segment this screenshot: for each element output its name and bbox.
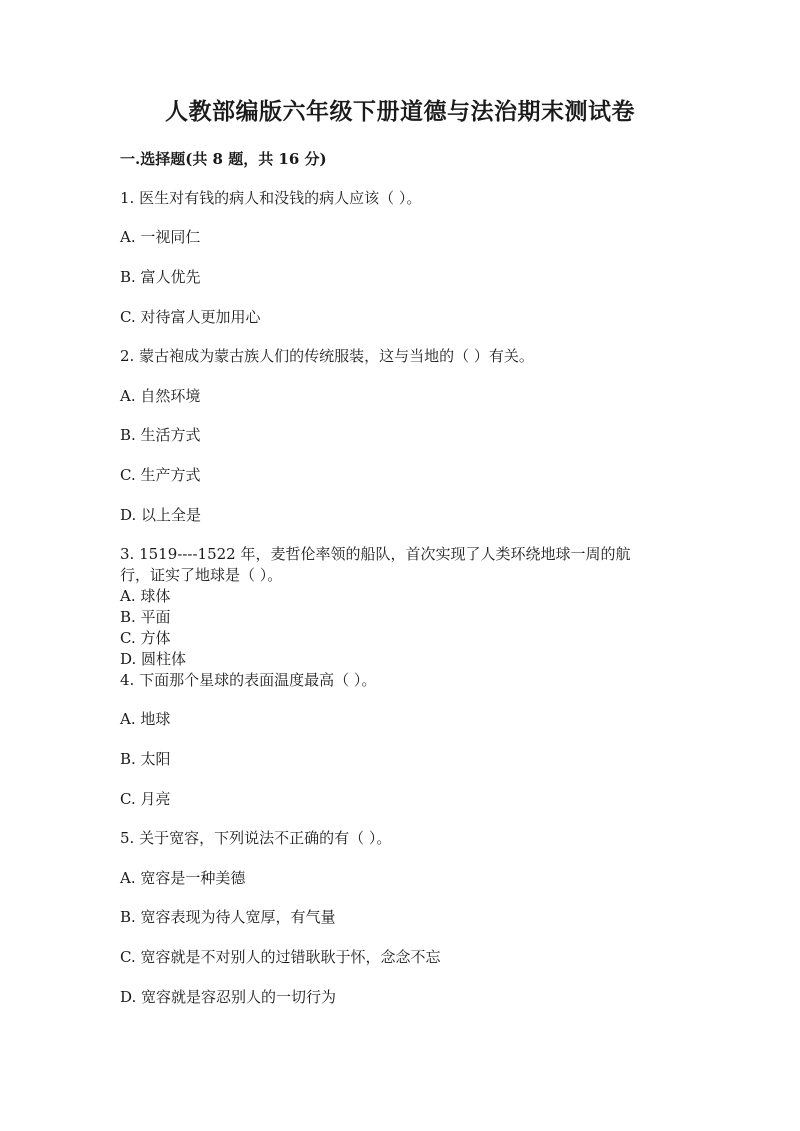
question-2-option-c: C. 生产方式 [120,466,201,484]
question-3-option-b: B. 平面 [120,608,171,626]
question-3-option-a: A. 球体 [120,587,171,605]
question-2-option-b: B. 生活方式 [120,426,201,444]
question-2-option-d: D. 以上全是 [120,506,202,524]
question-1-option-b: B. 富人优先 [120,268,201,286]
question-1-stem: 1. 医生对有钱的病人和没钱的病人应该（ ）。 [120,189,422,207]
question-4-option-a: A. 地球 [120,710,171,728]
question-5-option-d: D. 宽容就是容忍别人的一切行为 [120,988,337,1006]
question-2-option-a: A. 自然环境 [120,387,201,405]
question-5-option-c: C. 宽容就是不对别人的过错耿耿于怀，念念不忘 [120,948,441,966]
question-4-option-c: C. 月亮 [120,790,171,808]
question-2-stem: 2. 蒙古袍成为蒙古族人们的传统服装，这与当地的（ ）有关。 [120,347,534,365]
question-3 [120,544,680,670]
question-4-stem: 4. 下面那个星球的表面温度最高（ ）。 [120,671,377,689]
question-1-option-a: A. 一视同仁 [120,228,201,246]
question-3-option-c: C. 方体 [120,629,171,647]
question-5-stem: 5. 关于宽容，下列说法不正确的有（ ）。 [120,829,392,847]
question-4-option-b: B. 太阳 [120,750,171,768]
page-title: 人教部编版六年级下册道德与法治期末测试卷 [165,98,635,125]
question-3-option-d: D. 圆柱体 [120,650,187,668]
section-heading: 一.选择题(共 8 题，共 16 分) [120,150,327,168]
question-5-option-a: A. 宽容是一种美德 [120,869,246,887]
question-5-option-b: B. 宽容表现为待人宽厚，有气量 [120,908,336,926]
question-3-stem-line-1: 3. 1519----1522 年，麦哲伦率领的船队，首次实现了人类环绕地球一周的航 [120,545,631,563]
question-1-option-c: C. 对待富人更加用心 [120,308,261,326]
question-3-stem-line-2: 行，证实了地球是（ ）。 [120,566,283,584]
